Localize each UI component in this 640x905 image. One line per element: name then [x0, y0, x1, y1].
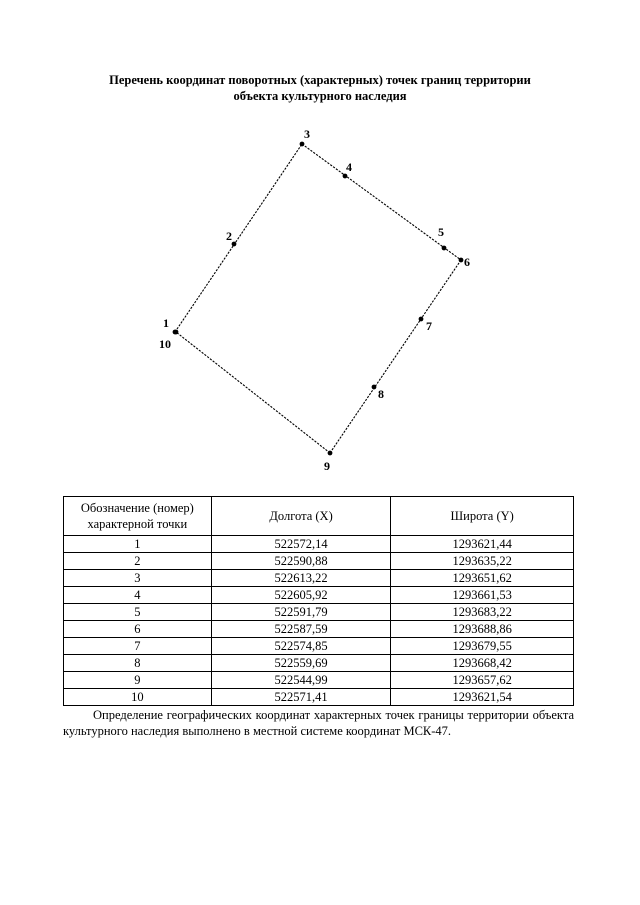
table-row — [64, 689, 574, 706]
table-row — [64, 553, 574, 570]
vertex-label: 9 — [324, 459, 330, 472]
cell-point-number: 7 — [64, 638, 212, 655]
cell-longitude: 522591,79 — [211, 604, 391, 621]
vertex-point-8 — [372, 385, 377, 390]
vertex-point-5 — [442, 246, 447, 251]
coordinate-system-note: Определение географических координат характерных точек границы территории объекта культурного наследия выполнено в местной системе координат МСК-47. — [63, 708, 574, 738]
vertex-label: 3 — [304, 127, 310, 141]
cell-point-number: 9 — [64, 672, 212, 689]
vertex-labels — [159, 127, 470, 472]
cell-longitude: 522590,88 — [211, 553, 391, 570]
cell-longitude: 522559,69 — [211, 655, 391, 672]
vertex-point-3 — [300, 142, 305, 147]
vertex-point-4 — [343, 174, 348, 179]
cell-point-number: 5 — [64, 604, 212, 621]
boundary-plan — [140, 122, 500, 472]
vertex-label: 4 — [346, 160, 352, 174]
vertex-label: 7 — [426, 319, 432, 333]
table-row — [64, 621, 574, 638]
table-row — [64, 570, 574, 587]
vertex-label: 6 — [464, 255, 470, 269]
cell-latitude: 1293651,62 — [391, 570, 574, 587]
table-row — [64, 655, 574, 672]
vertex-markers — [173, 142, 464, 456]
cell-latitude: 1293683,22 — [391, 604, 574, 621]
cell-longitude: 522605,92 — [211, 587, 391, 604]
cell-point-number: 10 — [64, 689, 212, 706]
title-line-1: Перечень координат поворотных (характерных) точек границ территории — [109, 73, 531, 87]
cell-longitude: 522574,85 — [211, 638, 391, 655]
document-title — [40, 72, 600, 104]
cell-longitude: 522587,59 — [211, 621, 391, 638]
table-header-row — [64, 497, 574, 536]
cell-latitude: 1293661,53 — [391, 587, 574, 604]
cell-latitude: 1293688,86 — [391, 621, 574, 638]
table-row — [64, 672, 574, 689]
cell-longitude: 522571,41 — [211, 689, 391, 706]
vertex-point-6 — [459, 258, 464, 263]
table-row — [64, 536, 574, 553]
boundary-edge — [330, 260, 461, 453]
cell-point-number: 4 — [64, 587, 212, 604]
boundary-edge — [175, 144, 302, 332]
table-row — [64, 604, 574, 621]
vertex-point-7 — [419, 317, 424, 322]
vertex-point-10 — [174, 330, 179, 335]
cell-longitude: 522613,22 — [211, 570, 391, 587]
cell-longitude: 522572,14 — [211, 536, 391, 553]
boundary-edge — [302, 144, 461, 260]
vertex-label: 1 — [163, 316, 169, 330]
column-header-latitude: Широта (Y) — [391, 497, 574, 536]
boundary-edge — [176, 332, 330, 453]
column-header-longitude: Долгота (X) — [211, 497, 391, 536]
cell-latitude: 1293635,22 — [391, 553, 574, 570]
cell-latitude: 1293621,44 — [391, 536, 574, 553]
title-line-2: объекта культурного наследия — [233, 89, 407, 103]
vertex-point-9 — [328, 451, 333, 456]
vertex-point-2 — [232, 242, 237, 247]
coordinates-table — [63, 496, 574, 706]
table-row — [64, 638, 574, 655]
cell-latitude: 1293679,55 — [391, 638, 574, 655]
vertex-label: 2 — [226, 229, 232, 243]
table-row — [64, 587, 574, 604]
cell-point-number: 3 — [64, 570, 212, 587]
cell-latitude: 1293668,42 — [391, 655, 574, 672]
vertex-label: 5 — [438, 225, 444, 239]
cell-point-number: 2 — [64, 553, 212, 570]
vertex-label: 8 — [378, 387, 384, 401]
cell-latitude: 1293621,54 — [391, 689, 574, 706]
cell-point-number: 8 — [64, 655, 212, 672]
column-header-point-number: Обозначение (номер) характерной точки — [64, 497, 212, 536]
cell-longitude: 522544,99 — [211, 672, 391, 689]
boundary-outline — [175, 144, 461, 453]
cell-point-number: 6 — [64, 621, 212, 638]
vertex-label: 10 — [159, 337, 171, 351]
cell-point-number: 1 — [64, 536, 212, 553]
cell-latitude: 1293657,62 — [391, 672, 574, 689]
